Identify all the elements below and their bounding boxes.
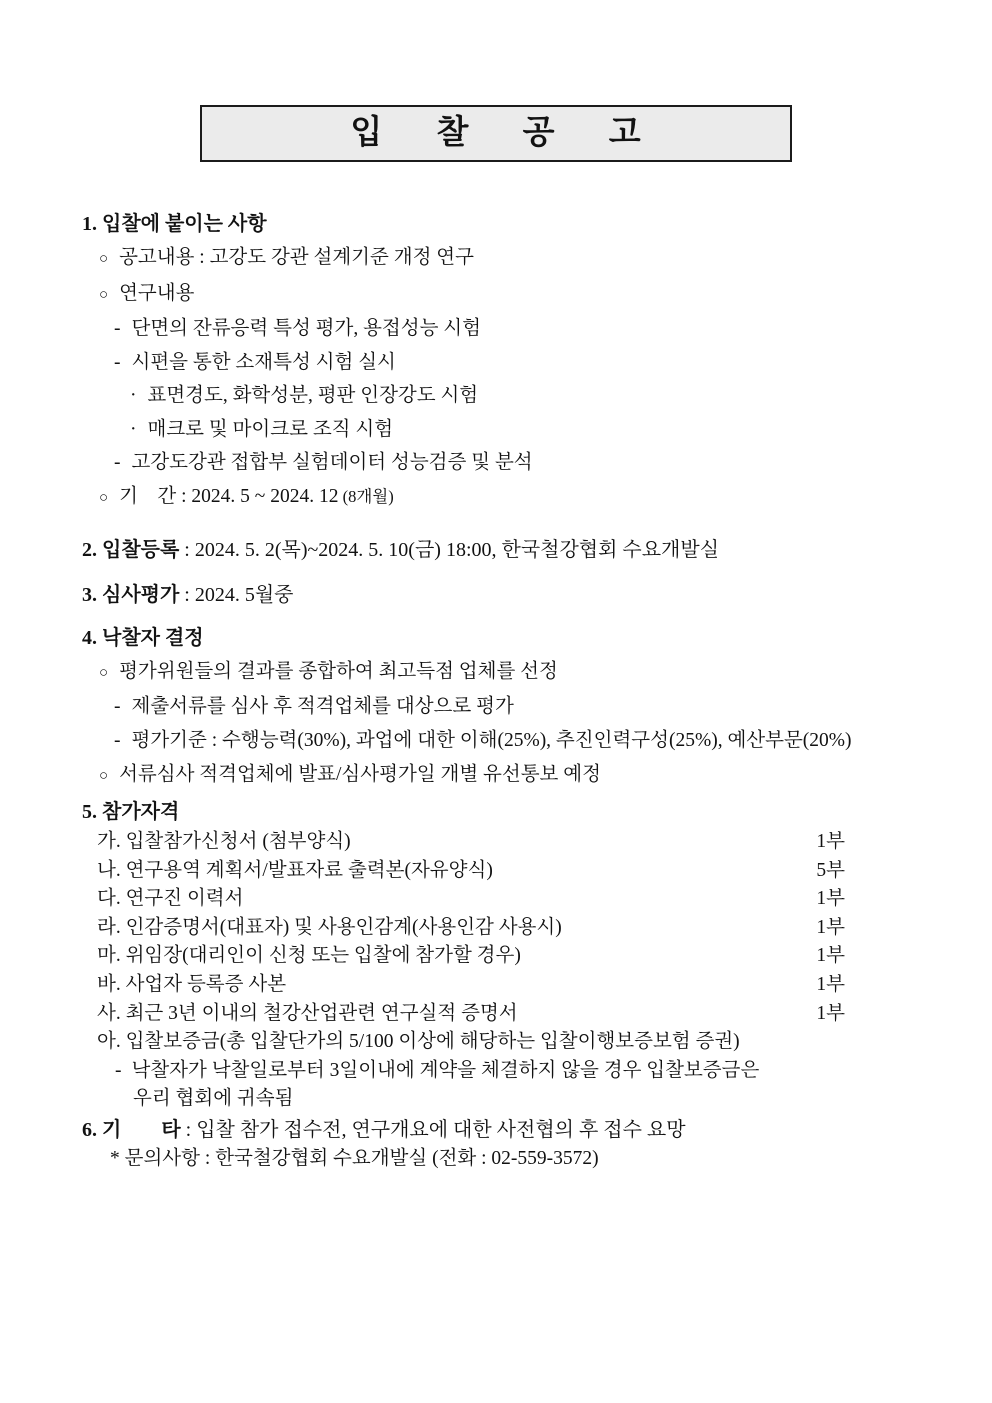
list-item [99,655,962,690]
evaluation-criteria-text: 평가기준 : 수행능력(30%), 과업에 대한 이해(25%), 추진인력구성(25%), 예산부문(20%) [131,730,852,751]
section-1-number: 1. [82,213,102,235]
list-item [99,241,962,277]
list-item [130,413,962,447]
dash-bullet-icon: - [115,1059,122,1081]
circle-bullet-icon: ○ [99,251,109,267]
list-item [99,758,962,793]
document-label: 마. 위임장(대리인이 신청 또는 입찰에 참가할 경우) [97,945,521,967]
document-count: 1부 [816,1002,845,1024]
bid-bond-note [115,1057,962,1086]
evaluation-date-text: 2024. 5월중 [194,584,294,606]
required-documents-list [97,828,845,1057]
document-row [97,828,845,857]
document-label: 다. 연구진 이력서 [97,888,244,910]
list-item-text: 평가위원들의 결과를 종합하여 최고득점 업체를 선정 [119,661,558,682]
document-content [82,208,962,1173]
list-item [114,346,962,380]
document-count: 1부 [816,945,845,967]
section-evaluation-date [82,579,962,612]
list-item [99,277,962,313]
section-bid-registration [82,534,962,567]
separator: : [179,539,195,561]
document-row [97,1028,845,1057]
document-row [97,885,845,914]
separator: : [179,584,195,606]
section-1-heading [82,208,962,241]
document-count: 1부 [816,916,845,938]
period-duration: (8개월) [338,486,394,506]
section-6-title: 기 타 [102,1118,181,1141]
bid-bond-note-continued: 우리 협회에 귀속됨 [133,1088,294,1110]
list-item [130,379,962,413]
section-bid-conditions [82,208,962,515]
dot-bullet-icon: · [130,385,137,406]
document-label: 나. 연구용역 계획서/발표자료 출력본(자유양식) [97,859,493,881]
document-label: 바. 사업자 등록증 사본 [97,973,287,995]
section-5-title: 참가자격 [102,801,180,823]
bid-bond-note-text: 낙찰자가 낙찰일로부터 3일이내에 계약을 체결하지 않을 경우 입찰보증금은 [131,1059,760,1081]
section-5-number: 5. [82,801,102,823]
document-count: 1부 [816,888,845,910]
list-item-text: 매크로 및 마이크로 조직 시험 [147,418,394,440]
section-1-title: 입찰에 붙이는 사항 [102,213,267,235]
section-misc [82,1116,962,1145]
title-box [200,105,792,162]
list-item [114,724,962,758]
list-item-text: 연구내용 [119,282,195,304]
section-qualifications [82,797,962,1114]
dash-bullet-icon: - [114,696,121,717]
document-row [97,857,845,886]
section-6-number: 6. [82,1118,102,1141]
list-item [99,480,962,516]
section-5-heading [82,797,962,828]
section-4-heading [82,622,962,655]
dash-bullet-icon: - [114,730,121,751]
dash-bullet-icon: - [114,318,121,339]
document-row [97,942,845,971]
page-title: 입 찰 공 고 [350,115,642,151]
list-item-text: 시편을 통한 소재특성 시험 실시 [131,351,396,373]
document-label: 가. 입찰참가신청서 (첨부양식) [97,831,351,852]
document-label: 아. 입찰보증금(총 입찰단가의 5/100 이상에 해당하는 입찰이행보증보험 증권) [97,1031,740,1053]
dash-bullet-icon: - [114,452,121,473]
section-2-number: 2. [82,539,102,561]
list-item [114,312,962,346]
document-row [97,1000,845,1029]
section-3-number: 3. [82,584,102,606]
circle-bullet-icon: ○ [99,768,109,784]
document-count: 1부 [816,973,845,995]
list-item [114,690,962,724]
list-item-text: 표면경도, 화학성분, 평판 인장강도 시험 [147,385,479,406]
section-winner-selection [82,622,962,793]
misc-text: 입찰 참가 접수전, 연구개요에 대한 사전협의 후 접수 요망 [196,1118,686,1141]
circle-bullet-icon: ○ [99,489,109,506]
list-item-text: 고강도강관 접합부 실험데이터 성능검증 및 분석 [131,452,533,473]
registration-period-text: 2024. 5. 2(목)~2024. 5. 10(금) 18:00, 한국철강협회 수요개발실 [194,539,720,561]
list-item-text: 제출서류를 심사 후 적격업체를 대상으로 평가 [131,696,514,717]
dot-bullet-icon: · [130,418,137,440]
document-count: 1부 [816,831,845,852]
document-label: 사. 최근 3년 이내의 철강산업관련 연구실적 증명서 [97,1002,518,1024]
dash-bullet-icon: - [114,351,121,373]
list-item-text: 공고내용 : 고강도 강관 설계기준 개정 연구 [119,247,474,268]
document-row [97,914,845,943]
section-4-title: 낙찰자 결정 [102,627,204,649]
circle-bullet-icon: ○ [99,665,109,681]
section-3-title: 심사평가 [102,584,180,606]
list-item-text: 단면의 잔류응력 특성 평가, 용접성능 시험 [131,318,481,339]
document-count: 5부 [816,859,845,881]
section-2-title: 입찰등록 [102,539,180,561]
period-text: 기 간 : 2024. 5 ~ 2024. 12 [119,485,339,507]
list-item-text: 서류심사 적격업체에 발표/심사평가일 개별 유선통보 예정 [119,764,601,785]
circle-bullet-icon: ○ [99,286,109,303]
list-item [114,446,962,480]
separator: : [180,1118,197,1141]
document-row [97,971,845,1000]
document-label: 라. 인감증명서(대표자) 및 사용인감계(사용인감 사용시) [97,916,562,938]
section-4-number: 4. [82,627,102,649]
contact-info: * 문의사항 : 한국철강협회 수요개발실 (전화 : 02-559-3572) [110,1147,599,1169]
